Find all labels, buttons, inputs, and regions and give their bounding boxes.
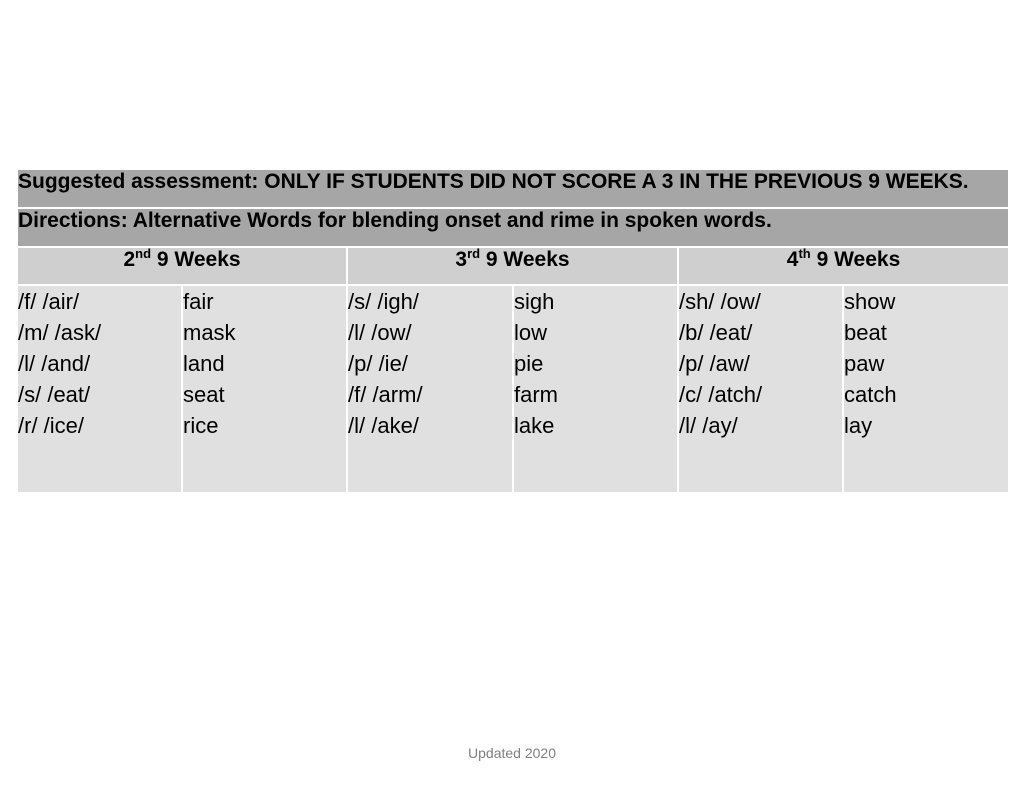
sound-item: /l/ /ake/ — [348, 413, 419, 438]
assessment-row — [17, 169, 1009, 208]
directions-header: Directions: Alternative Words for blending onset and rime in spoken words. — [17, 208, 1009, 247]
week-header-4th — [678, 247, 1009, 285]
footer-updated-note: Updated 2020 — [468, 745, 556, 761]
word-item: lake — [514, 413, 555, 438]
word-item: sigh — [514, 289, 555, 314]
word-list-2nd — [182, 285, 347, 493]
weeks-header-row — [17, 247, 1009, 285]
word-list-4th — [843, 285, 1009, 493]
sound-item: /b/ /eat/ — [679, 320, 753, 345]
week-number: 3 — [455, 248, 468, 271]
week-header-2nd — [17, 247, 347, 285]
word-item: fair — [183, 289, 214, 314]
word-item: farm — [514, 382, 558, 407]
sound-item: /sh/ /ow/ — [679, 289, 761, 314]
sound-item: /m/ /ask/ — [18, 320, 102, 345]
sound-item: /r/ /ice/ — [18, 413, 85, 438]
week-ordinal-suffix: th — [798, 246, 811, 261]
directions-row — [17, 208, 1009, 247]
sound-item: /l/ /ow/ — [348, 320, 412, 345]
assessment-header: Suggested assessment: ONLY IF STUDENTS DID NOT SCORE A 3 IN THE PREVIOUS 9 WEEKS. — [17, 169, 1009, 208]
week-ordinal-suffix: rd — [467, 246, 481, 261]
word-item: low — [514, 320, 548, 345]
sound-item: /s/ /eat/ — [18, 382, 91, 407]
word-item: rice — [183, 413, 219, 438]
sound-item: /l/ /ay/ — [679, 413, 738, 438]
word-list-row — [17, 285, 1009, 493]
week-number: 4 — [786, 248, 799, 271]
assessment-table — [16, 168, 1010, 494]
sound-item: /p/ /aw/ — [679, 351, 750, 376]
week-header-3rd — [347, 247, 678, 285]
sound-item: /p/ /ie/ — [348, 351, 408, 376]
sound-item: /c/ /atch/ — [679, 382, 763, 407]
word-item: pie — [514, 351, 544, 376]
sound-list-4th — [678, 285, 843, 493]
word-item: land — [183, 351, 225, 376]
word-item: beat — [844, 320, 887, 345]
word-item: seat — [183, 382, 225, 407]
sound-item: /f/ /air/ — [18, 289, 80, 314]
word-item: paw — [844, 351, 885, 376]
sound-list-3rd — [347, 285, 513, 493]
word-item: mask — [183, 320, 236, 345]
word-list-3rd — [513, 285, 678, 493]
word-item: show — [844, 289, 896, 314]
week-number: 2 — [123, 248, 136, 271]
sound-list-2nd — [17, 285, 182, 493]
sound-item: /s/ /igh/ — [348, 289, 419, 314]
word-item: catch — [844, 382, 897, 407]
sound-item: /f/ /arm/ — [348, 382, 423, 407]
word-item: lay — [844, 413, 873, 438]
week-label: 9 Weeks — [816, 248, 901, 271]
week-ordinal-suffix: nd — [135, 246, 152, 261]
week-label: 9 Weeks — [156, 248, 241, 271]
week-label: 9 Weeks — [485, 248, 570, 271]
sound-item: /l/ /and/ — [18, 351, 91, 376]
